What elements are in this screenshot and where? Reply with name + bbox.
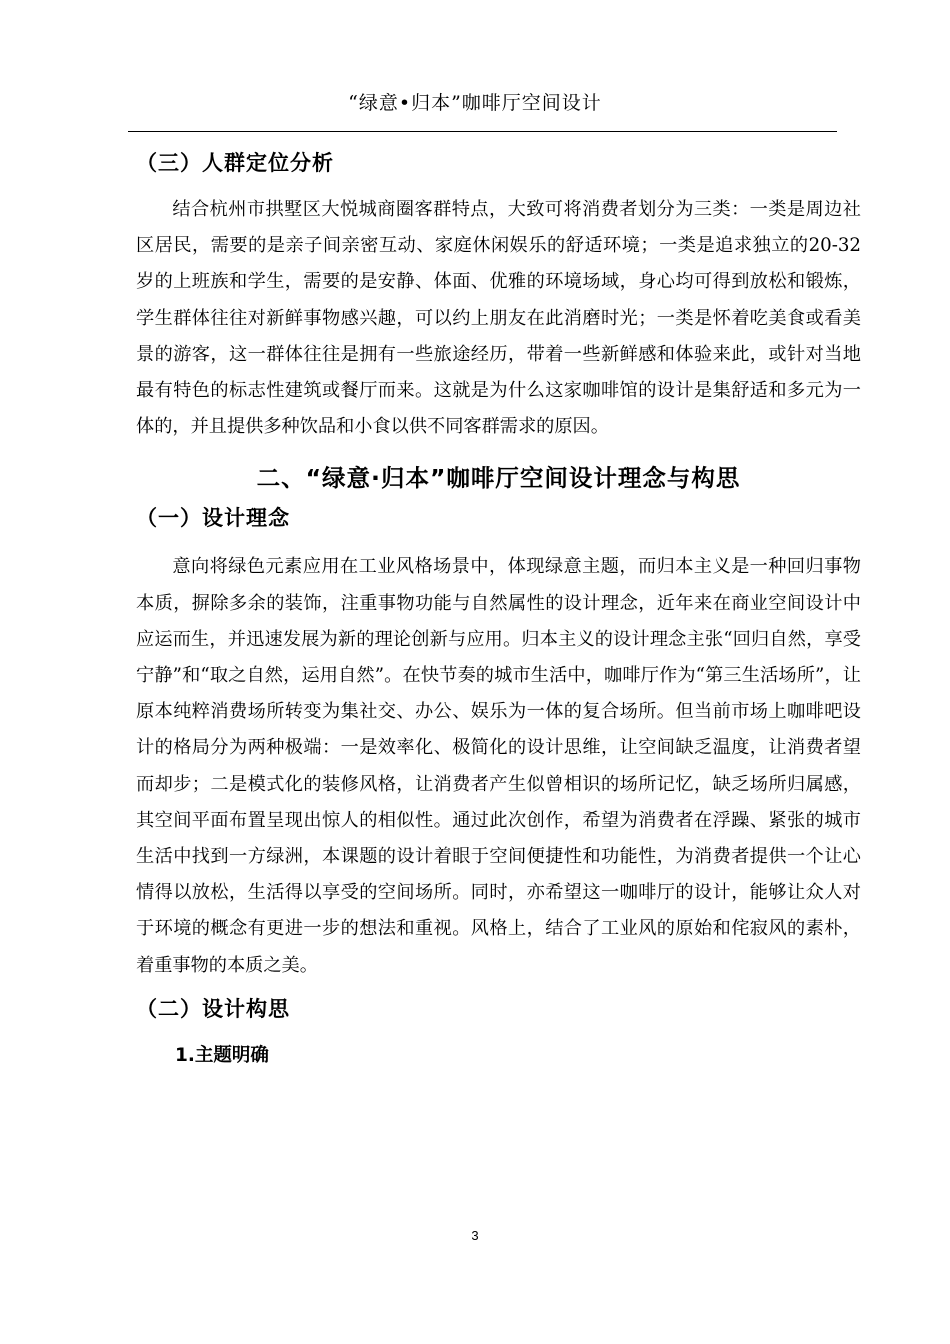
section-heading-design-concept: （一）设计理念	[136, 506, 290, 531]
section-heading-crowd-positioning: （三）人群定位分析	[136, 151, 334, 175]
chapter-heading: 二、“绿意·归本”咖啡厅空间设计理念与构思	[256, 464, 741, 493]
running-header: “绿意•归本”咖啡厅空间设计	[348, 92, 602, 114]
page-number: 3	[471, 1228, 479, 1243]
design-concept-paragraph: 意向将绿色元素应用在工业风格场景中，体现绿意主题，而归本主义是一种回归事物本质，摒除多余的装饰，注重事物功能与自然属性的设计理念，近年来在商业空间设计中应运而生，并迅速发展为新的理论创新与应用。归本主义的设计理念主张“回归自然，享受宁静”和“取之自然，运用自然”。在快节奏的城市生活中，咖啡厅作为“第三生活场所”，让原本纯粹消费场所转变为集社交、办公、娱乐为一体的复合场所。但当前市场上咖啡吧设计的格局分为两种极端：一是效率化、极简化的设计思维，让空间缺乏温度，让消费者望而却步；二是模式化的装修风格，让消费者产生似曾相识的场所记忆，缺乏场所归属感，其空间平面布置呈现出惊人的相似性。通过此次创作，希望为消费者在浮躁、紧张的城市生活中找到一方绿洲，本课题的设计着眼于空间便捷性和功能性，为消费者提供一个让心情得以放松，生活得以享受的空间场所。同时，亦希望这一咖啡厅的设计，能够让众人对于环境的概念有更进一步的想法和重视。风格上，结合了工业风的原始和侘寂风的素朴，着重事物的本质之美。	[136, 556, 861, 976]
page-body	[136, 146, 861, 1076]
item-heading-theme: 1.主题明确	[175, 1044, 269, 1066]
section-heading-design-idea: （二）设计构思	[136, 996, 290, 1021]
header-rule	[128, 131, 837, 132]
crowd-positioning-paragraph: 结合杭州市拱墅区大悦城商圈客群特点，大致可将消费者划分为三类：一类是周边社区居民，需要的是亲子间亲密互动、家庭休闲娱乐的舒适环境；一类是追求独立的20-32岁的上班族和学生，需要的是安静、体面、优雅的环境场域，身心均可得到放松和锻炼，学生群体往往对新鲜事物感兴趣，可以约上朋友在此消磨时光；一类是怀着吃美食或看美景的游客，这一群体往往是拥有一些旅途经历，带着一些新鲜感和体验来此，或针对当地最有特色的标志性建筑或餐厅而来。这就是为什么这家咖啡馆的设计是集舒适和多元为一体的，并且提供多种饮品和小食以供不同客群需求的原因。	[136, 199, 861, 438]
